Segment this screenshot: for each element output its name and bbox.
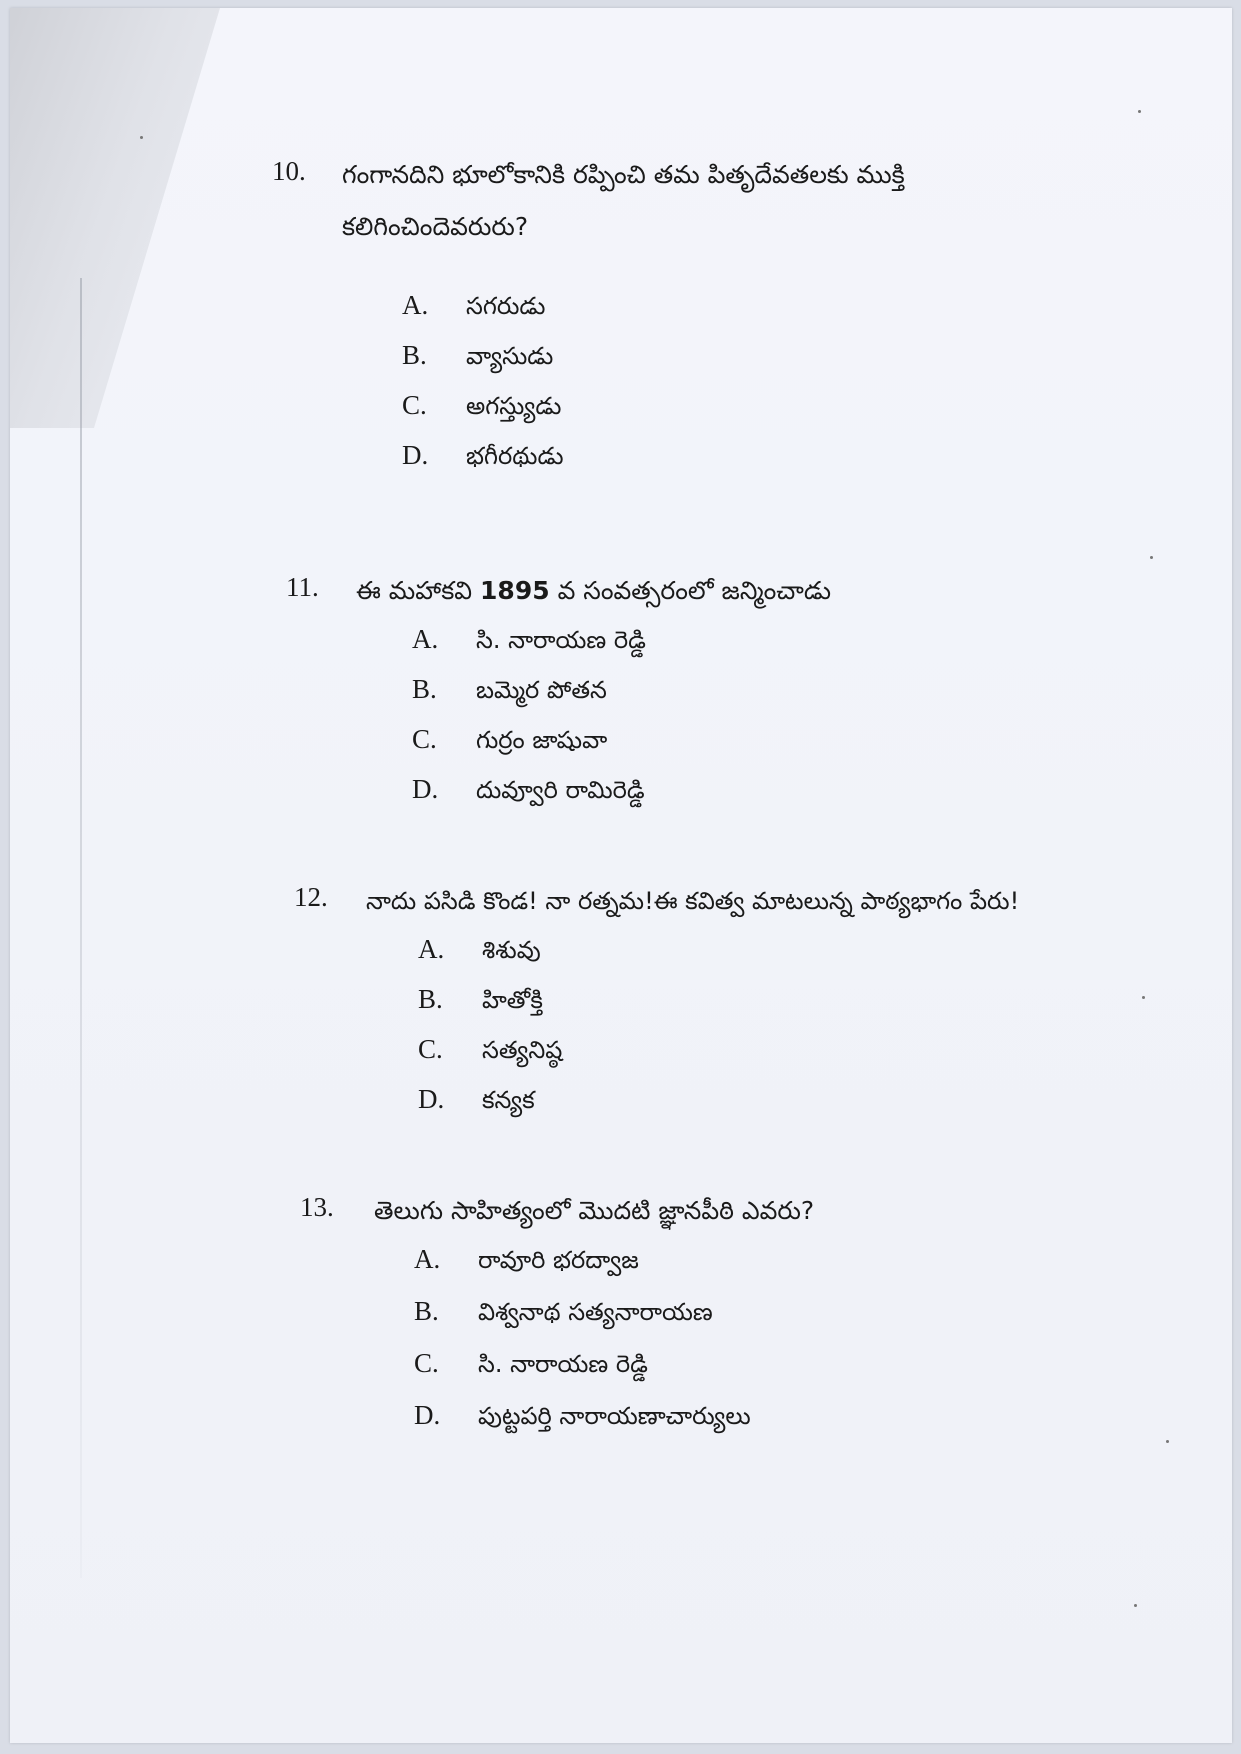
- option-text: గుర్రం జాషువా: [476, 726, 608, 754]
- option-text: బమ్మెర పోతన: [476, 676, 607, 704]
- option-a[interactable]: [414, 1244, 639, 1292]
- option-b[interactable]: [412, 674, 607, 722]
- option-text: దువ్వూరి రామిరెడ్డి: [476, 776, 645, 804]
- scanned-page: [10, 8, 1232, 1743]
- question-text: నాదు పసిడి కొండ! నా రత్నమ!ఈ కవిత్వ మాటలున్న పాఠ్యభాగం పేరు!: [366, 887, 1020, 915]
- option-letter: D.: [414, 1400, 441, 1430]
- option-letter: B.: [402, 340, 427, 370]
- option-text: పుట్టపర్తి నారాయణాచార్యులు: [478, 1402, 751, 1430]
- option-letter: B.: [414, 1296, 439, 1326]
- scan-speck: [1134, 1604, 1137, 1607]
- option-text: శిశువు: [482, 936, 541, 964]
- option-text: సి. నారాయణ రెడ్డి: [478, 1350, 648, 1378]
- option-letter: A.: [418, 934, 445, 964]
- option-text: రావూరి భరద్వాజ: [478, 1246, 639, 1274]
- option-letter: C.: [418, 1034, 443, 1064]
- option-d[interactable]: [414, 1400, 751, 1448]
- scan-speck: [1138, 110, 1141, 113]
- option-a[interactable]: [418, 934, 541, 982]
- option-letter: C.: [402, 390, 427, 420]
- scan-speck: [140, 136, 143, 139]
- option-a[interactable]: [402, 290, 545, 338]
- option-text: కన్యక: [482, 1086, 535, 1114]
- option-c[interactable]: [402, 390, 561, 438]
- option-d[interactable]: [418, 1084, 535, 1132]
- option-text: హితోక్తి: [482, 986, 543, 1014]
- question-text-pre: ఈ మహాకవి: [356, 576, 473, 605]
- scan-speck: [1166, 1440, 1169, 1443]
- option-text: సి. నారాయణ రెడ్డి: [476, 626, 646, 654]
- option-letter: D.: [418, 1084, 445, 1114]
- option-d[interactable]: [402, 440, 564, 488]
- option-text: అగస్త్యుడు: [466, 392, 562, 420]
- option-b[interactable]: [414, 1296, 713, 1344]
- question-number: 13.: [300, 1192, 334, 1222]
- option-letter: D.: [412, 774, 439, 804]
- question-text-line-1: గంగానదిని భూలోకానికి రప్పించి తమ పితృదేవతలకు ముక్తి: [342, 160, 905, 189]
- question-year: 1895: [480, 576, 550, 605]
- question-sheet: [10, 8, 1232, 1743]
- option-letter: A.: [402, 290, 429, 320]
- option-letter: A.: [414, 1244, 441, 1274]
- question-text-line-2: కలిగించిందెవరురు?: [342, 212, 529, 241]
- option-a[interactable]: [412, 624, 646, 672]
- scan-speck: [1142, 996, 1145, 999]
- scan-speck: [1150, 556, 1153, 559]
- option-letter: B.: [418, 984, 443, 1014]
- option-letter: C.: [414, 1348, 439, 1378]
- question-text-post: వ సంవత్సరంలో జన్మించాడు: [557, 576, 831, 605]
- question-text: తెలుగు సాహిత్యంలో మొదటి జ్ఞానపీఠి ఎవరు?: [374, 1196, 815, 1225]
- option-b[interactable]: [418, 984, 543, 1032]
- option-letter: C.: [412, 724, 437, 754]
- option-c[interactable]: [418, 1034, 562, 1082]
- question-text: [356, 566, 831, 616]
- option-letter: A.: [412, 624, 439, 654]
- option-letter: B.: [412, 674, 437, 704]
- question-number: 11.: [286, 572, 319, 602]
- option-text: సగరుడు: [466, 292, 546, 320]
- option-letter: D.: [402, 440, 429, 470]
- option-text: సత్యనిష్ఠ: [482, 1036, 563, 1064]
- option-text: భగీరథుడు: [466, 442, 564, 470]
- option-b[interactable]: [402, 340, 553, 388]
- option-text: విశ్వనాథ సత్యనారాయణ: [478, 1298, 713, 1326]
- option-d[interactable]: [412, 774, 645, 822]
- question-number: 12.: [294, 882, 328, 912]
- option-text: వ్యాసుడు: [466, 342, 554, 370]
- option-c[interactable]: [414, 1348, 648, 1396]
- question-number: 10.: [272, 156, 306, 186]
- option-c[interactable]: [412, 724, 607, 772]
